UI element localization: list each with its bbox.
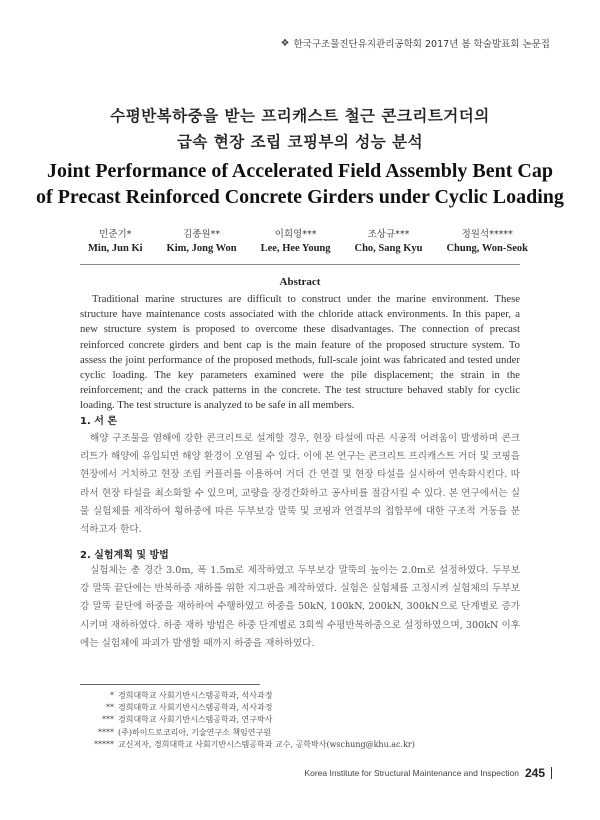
author [167,228,237,256]
author-name-english: Min, Jun Ki [88,243,143,254]
running-header [281,36,550,50]
footnote-divider [80,684,260,685]
author-list [88,228,528,256]
footnote: ***** 교신저자, 경희대학교 사회기반시스템공학과 교수, 공학박사(wschung@khu.ac.kr) [94,739,415,749]
abstract-heading: Abstract [279,276,321,288]
author-name-english: Kim, Jong Won [166,243,237,254]
author [355,228,423,256]
footnote: *** 경희대학교 사회기반시스템공학과, 연구박사 [102,715,273,725]
footer-divider [551,767,552,779]
title-english-line-2: of Precast Reinforced Concrete Girders under Cyclic Loading [36,186,564,208]
page-number: 245 [524,766,545,780]
title-english-line-1: Joint Performance of Accelerated Field Assembly Bent Cap [46,160,553,182]
author-name-korean: 이희영*** [274,229,317,240]
author-name-korean: 정원석***** [461,229,513,240]
section-heading-introduction: 1. 서 론 [80,416,118,427]
page-footer [304,766,552,780]
divider [80,264,520,265]
author-name-korean: 민준기* [99,229,132,240]
author-name-korean: 조상규*** [367,229,410,240]
author [261,228,331,256]
author-name-english: Cho, Sang Kyu [354,243,423,254]
author-name-english: Lee, Hee Young [260,243,331,254]
footnote: * 경희대학교 사회기반시스템공학과, 석사과정 [110,691,273,700]
section-heading-methods: 2. 실험계획 및 방법 [80,550,169,561]
section-body-methods: 실험체는 총 경간 3.0m, 폭 1.5m로 제작하였고 두부보강 말뚝의 높이는 2.0m로 설정하였다. 두부보강 말뚝 끝단에는 반복하중 재하를 위한 지그판을 제작하였다. 실험은 실험체를 고정시켜 실험체의 두부보강 말뚝 끝단에 하중을 재하하여 수행하였고 하중을 50kN, 100kN, 200kN, 300kN으로 단계별로 증가시키며 재하하였다. 하중 재하 방법은 하중 단계별로 3회씩 수평반복하중으로 설정하였으며, 300kN 이후에는 실험체에 파괴가 발생할 때까지 하중을 재하하였다. [80,565,520,649]
author [88,228,143,256]
title-korean-line-1: 수평반복하중을 받는 프리캐스트 철근 콘크리트거더의 [110,107,490,125]
author [446,228,528,256]
running-header-text: 한국구조물진단유지관리공학회 2017년 봄 학술발표회 논문집 [293,39,550,50]
footnote: **** (주)하이드로코리아, 기술연구소 책임연구원 [98,727,271,737]
title-korean-line-2: 급속 현장 조립 코핑부의 성능 분석 [176,133,424,151]
footnote: ** 경희대학교 사회기반시스템공학과, 석사과정 [106,703,273,713]
author-name-english: Chung, Won-Seok [446,243,528,254]
diamond-mark-icon: ❖ [280,37,290,49]
author-name-korean: 김종원** [183,229,221,240]
footer-institution: Korea Institute for Structural Maintenance and Inspection [304,768,519,778]
footnotes [80,690,415,751]
section-body-introduction: 해양 구조물을 염해에 강한 콘크리트로 설계할 경우, 현장 타설에 따른 시공적 어려움이 발생하며 콘크리트가 해양에 유입되면 해양 환경이 오염될 수 있다. 이에 본 연구는 콘크리트 프리캐스트 거더 및 코핑을 현장에서 거치하고 현장 조립 커플러를 이용하여 거더 간 연결 및 현장 타설을 실시하여 연속화시킨다. 따라서 현장 타설을 최소화할 수 있으며, 교량을 장경간화하고 공사비를 절감시킬 수 있다. 본 연구에서는 실물 실험체를 제작하여 횡하중에 따른 두부보강 말뚝 및 코핑과 연결부의 접합부에 대한 구조적 거동을 분석하고자 한다. [80,433,520,536]
abstract-body: Traditional marine structures are difficult to construct under the marine environment. These structure have maintenance costs associated with the chloride attack environments. In this paper, a new structure system is proposed to overcome these disadvantages. The connection of precast reinforced concrete girders and bent cap is the main feature of the proposed structure system. To assess the joint performance of the proposed methods, full-scale joint was fabricated and tested under cyclic loading. The key parameters examined were the pile displacement; the strain in the reinforcement; and the crack patterns in the concrete. The test structure behaved stably for cyclic loading. The test structure is analyzed to be safe in all members. [80,293,520,412]
